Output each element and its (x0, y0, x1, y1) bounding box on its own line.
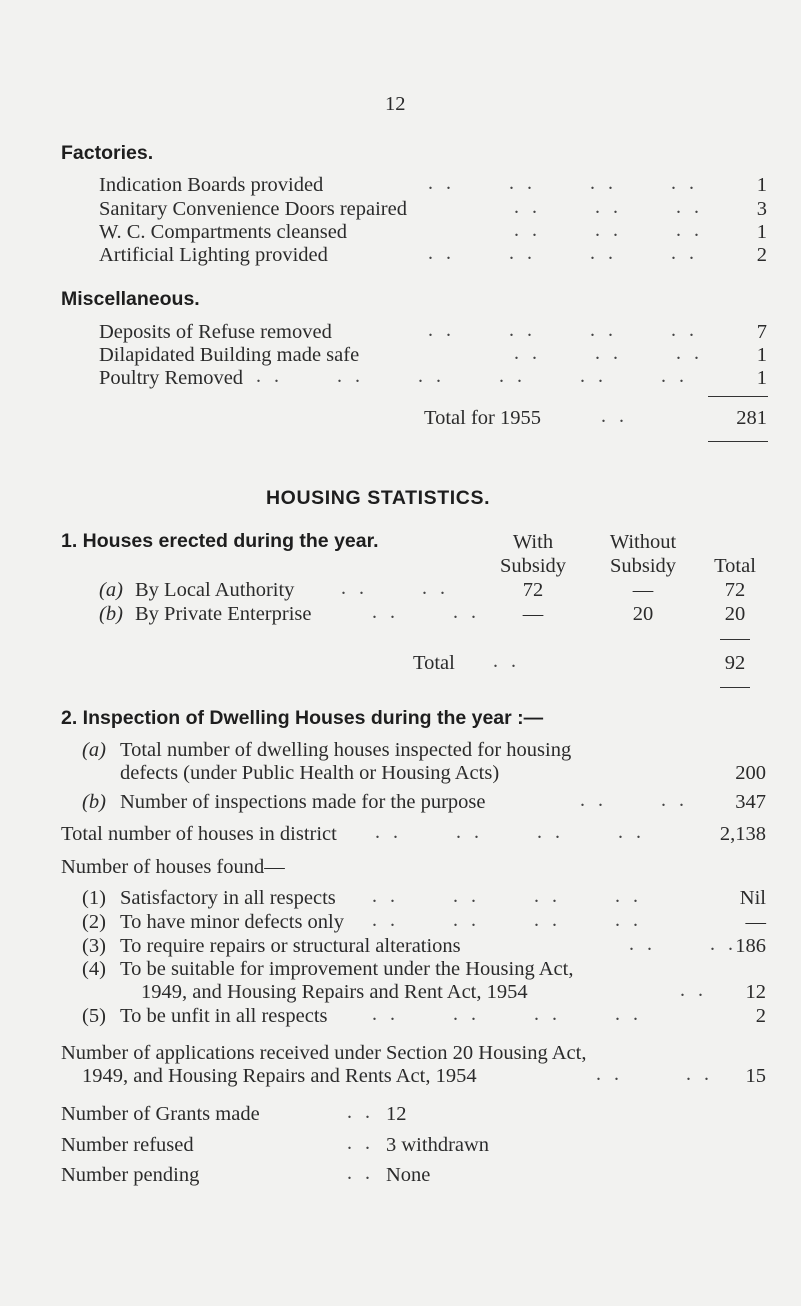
found-value: 12 (745, 981, 766, 1003)
col-without-header-1: Without (609, 531, 677, 553)
misc-row-value: 1 (756, 344, 767, 366)
leader-dots: . . . . . . . . . . . . (256, 365, 688, 387)
total-1955-value: 281 (736, 407, 767, 429)
misc-row-value: 7 (756, 321, 767, 343)
found-value: 2 (755, 1005, 766, 1027)
applications-line1: Number of applications received under Section 20 Housing Act, (61, 1042, 587, 1064)
item-marker: (a) (82, 739, 106, 761)
found-label: To be unfit in all respects (120, 1005, 328, 1027)
leader-dots: . . . . . . . . (372, 1003, 642, 1025)
total-value: 20 (724, 603, 746, 625)
factories-row-label: Indication Boards provided (99, 174, 324, 196)
factories-row-label: W. C. Compartments cleansed (99, 221, 348, 243)
found-label-line2: 1949, and Housing Repairs and Rent Act, 1954 (141, 981, 528, 1003)
leader-dots: . . . . . . . . (372, 885, 642, 907)
found-marker: (4) (82, 958, 106, 980)
factories-heading: Factories. (61, 142, 154, 164)
item-b-value: 347 (735, 791, 766, 813)
without-subsidy-value: — (632, 579, 654, 601)
leader-dots: . . . . . . . . (372, 909, 642, 931)
section2-heading: 2. Inspection of Dwelling Houses during the year :— (61, 707, 544, 729)
found-value: 186 (735, 935, 766, 957)
found-marker: (1) (82, 887, 106, 909)
sum-rule (720, 639, 750, 640)
grants-label: Number pending (61, 1164, 200, 1186)
leader-dots: . . (493, 650, 520, 672)
grants-label: Number refused (61, 1134, 194, 1156)
misc-row-label: Poultry Removed (99, 367, 244, 389)
found-label: To have minor defects only (120, 911, 344, 933)
grants-value: 12 (386, 1103, 407, 1125)
factories-row-value: 2 (756, 244, 767, 266)
page-number: 12 (385, 93, 406, 115)
total-houses-label: Total number of houses in district (61, 823, 337, 845)
grants-value: 3 withdrawn (386, 1134, 490, 1156)
total-value: 72 (724, 579, 746, 601)
found-marker: (2) (82, 911, 106, 933)
with-subsidy-value: — (522, 603, 544, 625)
row-label: By Local Authority (135, 579, 295, 601)
section1-total-label: Total (413, 652, 455, 674)
col-with-header-2: Subsidy (499, 555, 567, 577)
total-rule (720, 687, 750, 688)
factories-row-value: 1 (756, 174, 767, 196)
misc-row-value: 1 (756, 367, 767, 389)
item-b-label: Number of inspections made for the purpose (120, 791, 486, 813)
leader-dots: . . (680, 979, 707, 1001)
leader-dots: . . (347, 1101, 374, 1123)
row-marker: (a) (99, 579, 123, 601)
total-rule (708, 441, 768, 442)
section1-heading: 1. Houses erected during the year. (61, 530, 379, 552)
factories-row-label: Sanitary Convenience Doors repaired (99, 198, 407, 220)
grants-label: Number of Grants made (61, 1103, 260, 1125)
factories-row-value: 3 (756, 198, 767, 220)
col-without-header-2: Subsidy (609, 555, 677, 577)
misc-row-label: Dilapidated Building made safe (99, 344, 360, 366)
item-a-line2: defects (under Public Health or Housing Acts) (120, 762, 500, 784)
found-label: To be suitable for improvement under the Housing Act, (120, 958, 574, 980)
row-marker: (b) (99, 603, 123, 625)
leader-dots: . . . . (580, 789, 688, 811)
found-label: Satisfactory in all respects (120, 887, 336, 909)
leader-dots: . . . . . . (514, 196, 703, 218)
housing-title: HOUSING STATISTICS. (266, 487, 491, 509)
leader-dots: . . . . . . (514, 342, 703, 364)
leader-dots: . . (347, 1132, 374, 1154)
leader-dots: . . . . . . . . (428, 172, 698, 194)
sum-rule (708, 396, 768, 397)
item-a-line1: Total number of dwelling houses inspected for housing (120, 739, 572, 761)
col-total-header: Total (714, 555, 756, 577)
found-value: Nil (739, 887, 766, 909)
factories-row-label: Artificial Lighting provided (99, 244, 328, 266)
applications-line2: 1949, and Housing Repairs and Rents Act, 1954 (82, 1065, 477, 1087)
found-marker: (3) (82, 935, 106, 957)
item-marker: (b) (82, 791, 106, 813)
misc-heading: Miscellaneous. (61, 288, 200, 310)
found-marker: (5) (82, 1005, 106, 1027)
leader-dots: . . . . (596, 1063, 713, 1085)
found-value: — (745, 911, 766, 933)
leader-dots: . . (347, 1162, 374, 1184)
leader-dots: . . (601, 405, 628, 427)
leader-dots: . . . . . . (514, 219, 703, 241)
row-label: By Private Enterprise (135, 603, 312, 625)
found-label: To require repairs or structural alterations (120, 935, 461, 957)
applications-value: 15 (745, 1065, 766, 1087)
leader-dots: . . . . (372, 601, 480, 623)
total-1955-label: Total for 1955 (424, 407, 541, 429)
misc-row-label: Deposits of Refuse removed (99, 321, 332, 343)
grants-value: None (386, 1164, 431, 1186)
with-subsidy-value: 72 (522, 579, 544, 601)
leader-dots: . . . . . . . . (428, 319, 698, 341)
leader-dots: . . . . (629, 933, 737, 955)
leader-dots: . . . . (341, 577, 449, 599)
total-houses-value: 2,138 (719, 823, 766, 845)
leader-dots: . . . . . . . . (375, 821, 645, 843)
item-a-value: 200 (735, 762, 766, 784)
col-with-header-1: With (512, 531, 554, 553)
without-subsidy-value: 20 (632, 603, 654, 625)
factories-row-value: 1 (756, 221, 767, 243)
found-heading: Number of houses found— (61, 856, 285, 878)
section1-total-value: 92 (724, 652, 746, 674)
leader-dots: . . . . . . . . (428, 242, 698, 264)
